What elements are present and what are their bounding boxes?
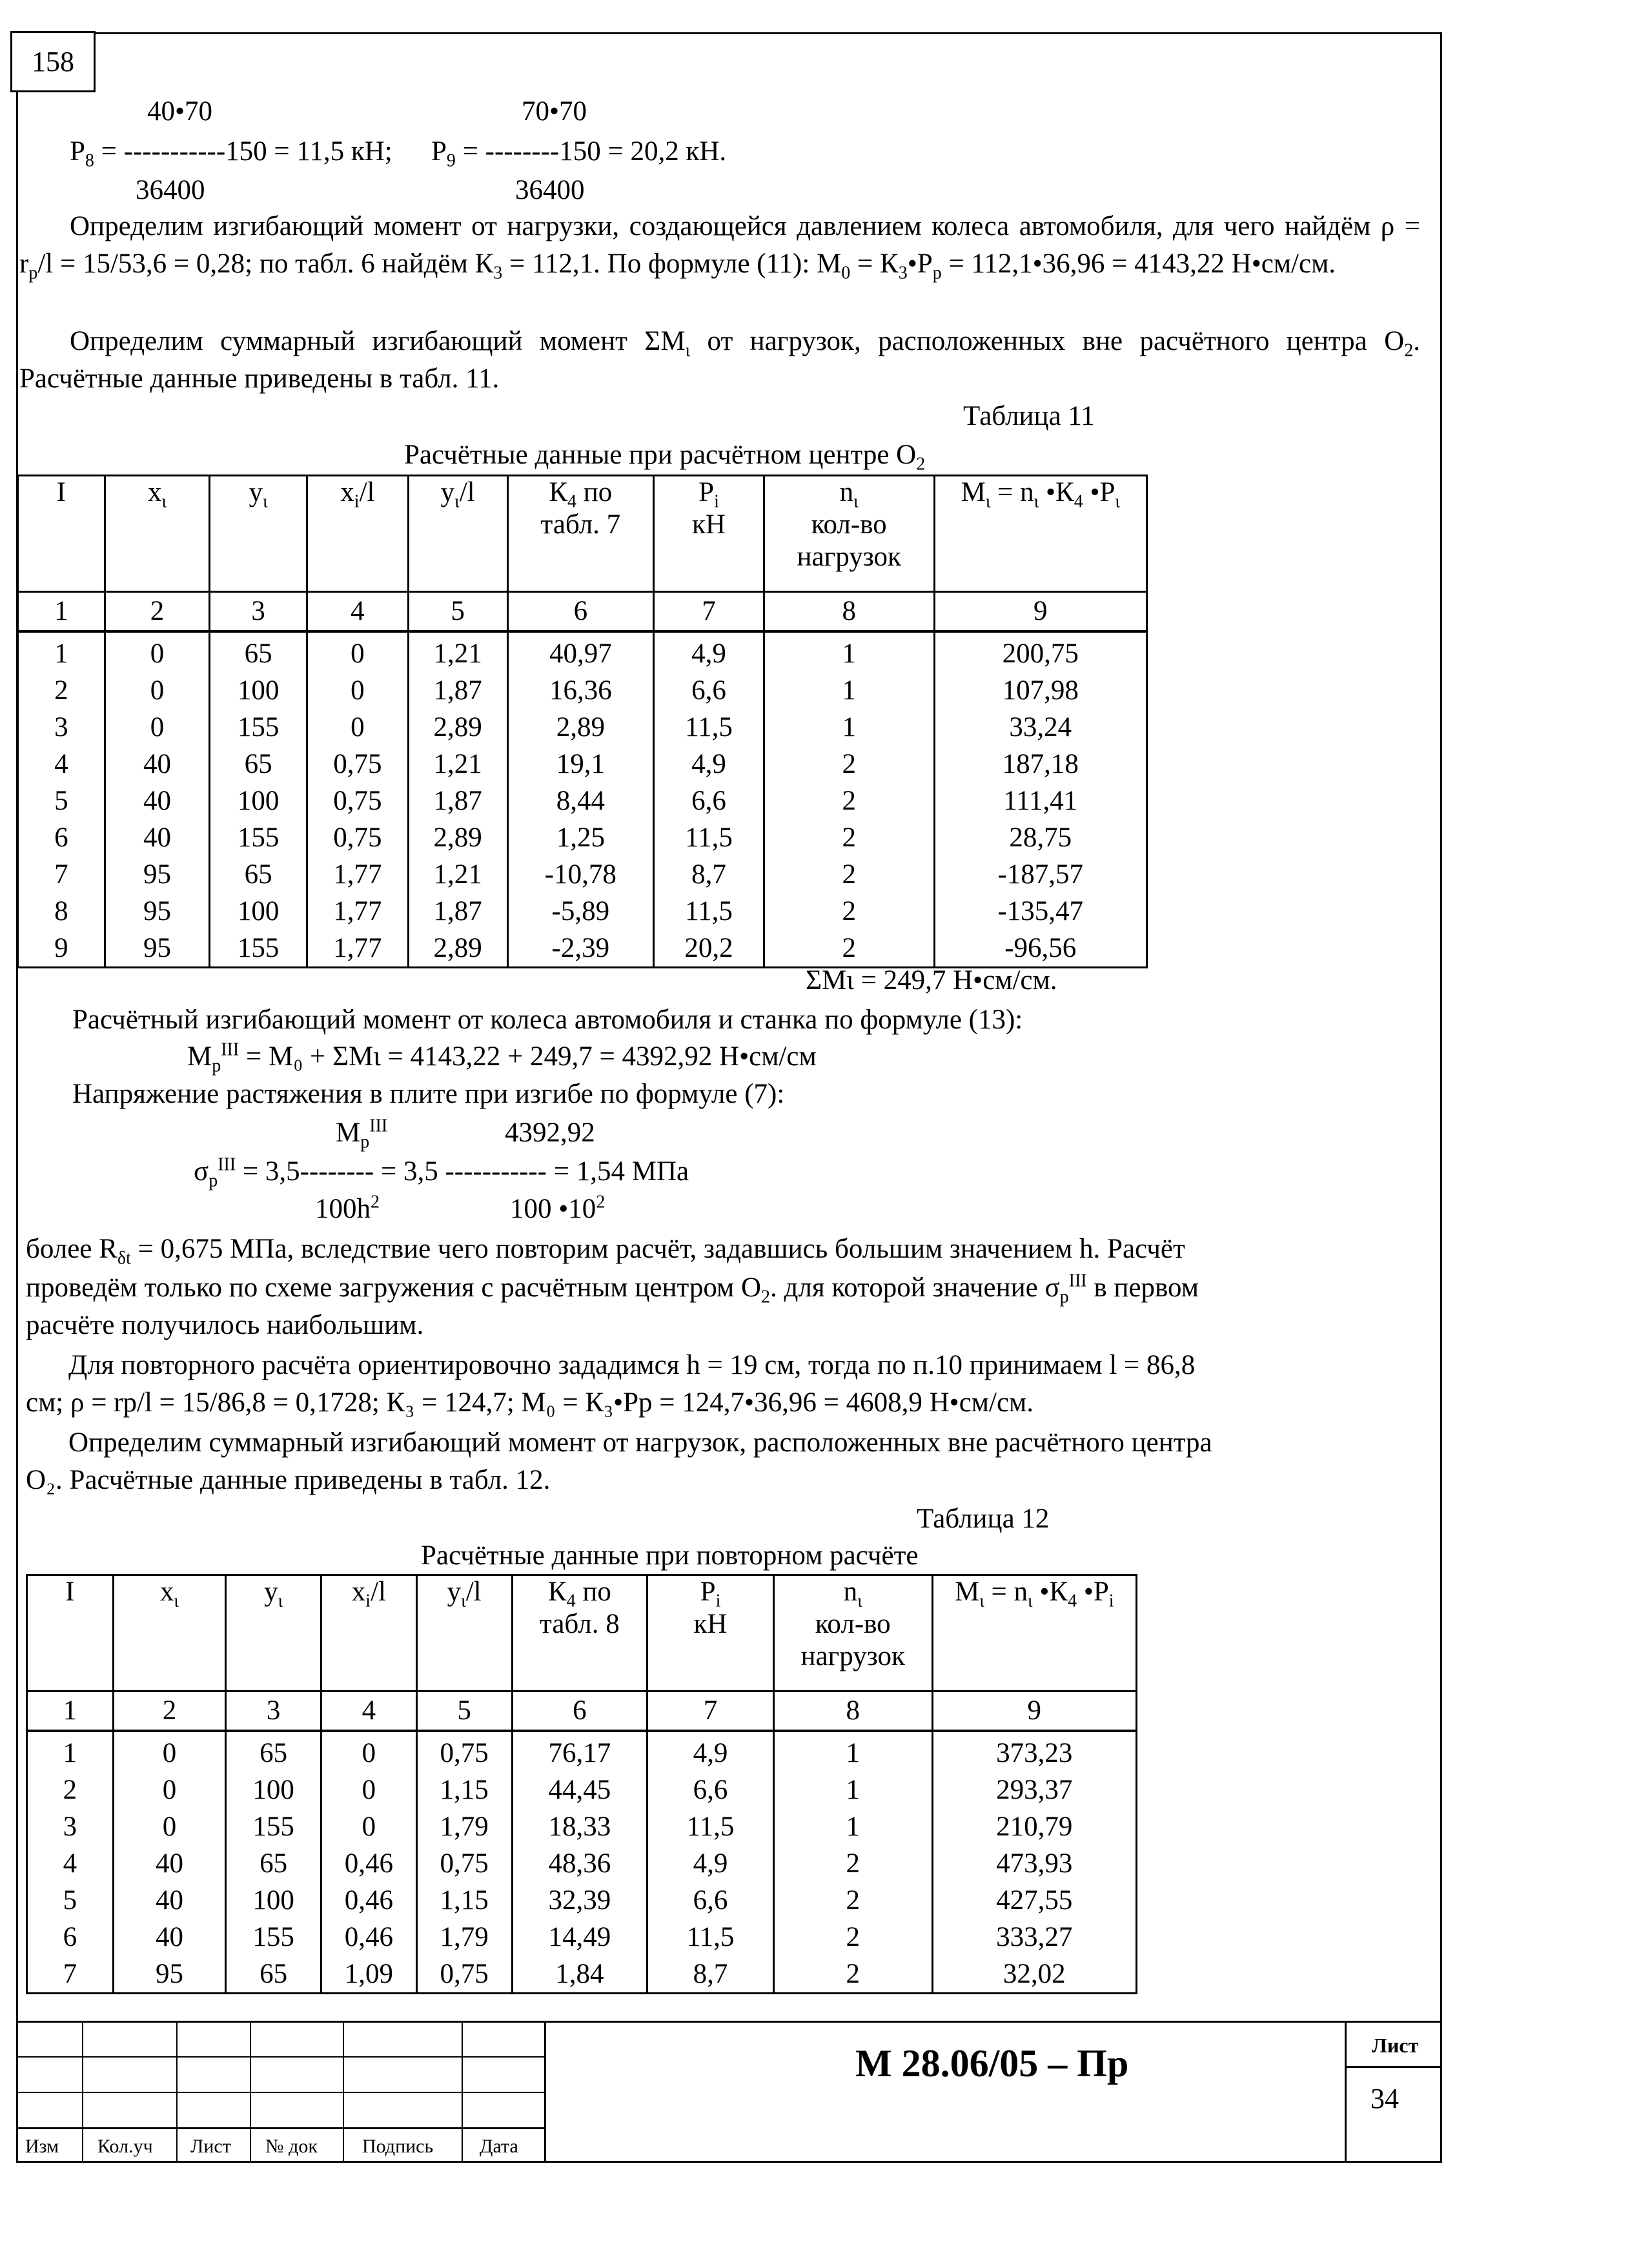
- t11-h-n: $n_\iota$ кол-во нагрузок: [764, 476, 934, 592]
- paragraph-recalc-line3: расчёте получилось наибольшим.: [26, 1310, 424, 1340]
- table-cell: 1: [764, 631, 934, 672]
- table-cell: 1,25: [507, 819, 654, 856]
- table-cell: 1,21: [408, 631, 507, 672]
- sigma-denominator-right: 100 $•10^2$: [510, 1192, 606, 1224]
- title-block: [16, 2021, 1442, 2163]
- table-cell: 187,18: [934, 746, 1146, 782]
- table-cell: 65: [210, 631, 307, 672]
- stamp-col-list: Лист: [190, 2136, 231, 2157]
- table-cell: 2: [773, 1845, 932, 1882]
- table-row: [27, 1956, 1137, 1994]
- table-cell: 2: [764, 856, 934, 893]
- table-cell: 2: [27, 1772, 114, 1808]
- table-cell: 1,21: [408, 856, 507, 893]
- t12-col-number: 6: [512, 1691, 647, 1732]
- t12-h-xl: $x_i/l$: [321, 1575, 416, 1691]
- table-cell: 2: [764, 819, 934, 856]
- paragraph-sum-moment2-line2: О₂. Расчётные данные приведены в табл. 12.: [26, 1465, 551, 1495]
- p9-numerator: 70•70: [522, 96, 587, 127]
- table-cell: 473,93: [932, 1845, 1136, 1882]
- paragraph-recalc-line1: более $R_{\delta t} = 0,675$ МПа, вследствие чего повторим расчёт, задавшись большим значением h. Расчёт: [26, 1234, 1185, 1269]
- table11-caption: Расчётные данные при расчётном центре $О_2$: [404, 440, 926, 475]
- table-cell: 1: [27, 1731, 114, 1772]
- table-cell: 6,6: [647, 1882, 774, 1919]
- table-cell: 0,46: [321, 1882, 416, 1919]
- table-cell: 11,5: [647, 1919, 774, 1956]
- table-cell: 1,79: [416, 1919, 512, 1956]
- table-cell: 65: [210, 856, 307, 893]
- table-cell: 65: [226, 1845, 321, 1882]
- t11-h-m: $M_\iota = n_\iota$ $•К_4$ $•P_\iota$: [934, 476, 1146, 592]
- t12-h-n: $n_\iota$ кол-во нагрузок: [773, 1575, 932, 1691]
- table-cell: 40: [105, 819, 210, 856]
- table-cell: 0: [113, 1808, 226, 1845]
- t12-h-p: $P_i$ кН: [647, 1575, 774, 1691]
- table-cell: 40: [113, 1845, 226, 1882]
- t11-col-number: 3: [210, 592, 307, 632]
- table-11: [17, 475, 1148, 968]
- t11-col-number: 1: [18, 592, 105, 632]
- table-cell: 8,7: [647, 1956, 774, 1994]
- t12-col-number: 7: [647, 1691, 774, 1732]
- table-cell: 0: [113, 1772, 226, 1808]
- table-cell: 2,89: [408, 930, 507, 968]
- table-cell: 1: [773, 1731, 932, 1772]
- paragraph-tension-stress: Напряжение растяжения в плите при изгибе по формуле (7):: [72, 1079, 785, 1109]
- stamp-col-sign: Подпись: [362, 2136, 434, 2157]
- table-row: [27, 1731, 1137, 1772]
- table-cell: 40: [113, 1919, 226, 1956]
- table-cell: 155: [226, 1919, 321, 1956]
- table-cell: 95: [113, 1956, 226, 1994]
- table-cell: 28,75: [934, 819, 1146, 856]
- table-row: [18, 782, 1147, 819]
- table-cell: 427,55: [932, 1882, 1136, 1919]
- t12-h-yl: $y_\iota/l$: [416, 1575, 512, 1691]
- table-cell: 0,75: [307, 819, 409, 856]
- table-cell: 1: [773, 1808, 932, 1845]
- t11-h-k4: $К_4$ по табл. 7: [507, 476, 654, 592]
- table-cell: 0: [321, 1772, 416, 1808]
- table-cell: 11,5: [647, 1808, 774, 1845]
- t12-h-i: I: [27, 1575, 114, 1691]
- stamp-col-kol: Кол.уч: [97, 2136, 153, 2157]
- table-cell: 14,49: [512, 1919, 647, 1956]
- table-cell: 5: [18, 782, 105, 819]
- table-cell: 6,6: [654, 672, 764, 709]
- table-cell: 155: [210, 709, 307, 746]
- table-cell: 1,21: [408, 746, 507, 782]
- table-cell: 155: [226, 1808, 321, 1845]
- table-row: [27, 1845, 1137, 1882]
- t12-col-number: 2: [113, 1691, 226, 1732]
- table-cell: 11,5: [654, 819, 764, 856]
- table-cell: -5,89: [507, 893, 654, 930]
- table-cell: 6: [27, 1919, 114, 1956]
- table-cell: 3: [18, 709, 105, 746]
- table-cell: 2: [764, 746, 934, 782]
- table-cell: 1: [18, 631, 105, 672]
- table-cell: 32,39: [512, 1882, 647, 1919]
- table-cell: -10,78: [507, 856, 654, 893]
- table-cell: 33,24: [934, 709, 1146, 746]
- paragraph-design-moment: Расчётный изгибающий момент от колеса автомобиля и станка по формуле (13):: [72, 1005, 1023, 1035]
- table-cell: 8: [18, 893, 105, 930]
- sigma-numerator-left: $М_p^{III}$: [336, 1116, 388, 1152]
- sigma-denominator-left: $100h^2$: [315, 1192, 380, 1224]
- table-cell: 100: [226, 1772, 321, 1808]
- sheet-number: 34: [1370, 2083, 1399, 2114]
- table-cell: 111,41: [934, 782, 1146, 819]
- table-cell: 0,46: [321, 1919, 416, 1956]
- table-cell: 2: [773, 1919, 932, 1956]
- table-cell: 7: [27, 1956, 114, 1994]
- table-row: [18, 709, 1147, 746]
- table-cell: 0: [321, 1731, 416, 1772]
- table-cell: 1: [773, 1772, 932, 1808]
- table-cell: 4,9: [654, 746, 764, 782]
- table-cell: 155: [210, 930, 307, 968]
- table-row: [27, 1808, 1137, 1845]
- table-cell: 95: [105, 930, 210, 968]
- sheet-label: Лист: [1372, 2034, 1419, 2057]
- t12-col-number: 1: [27, 1691, 114, 1732]
- stamp-col-doc: № док: [265, 2136, 318, 2157]
- table-cell: 76,17: [512, 1731, 647, 1772]
- t12-col-number: 5: [416, 1691, 512, 1732]
- table-cell: 2,89: [408, 709, 507, 746]
- table-cell: 11,5: [654, 893, 764, 930]
- table-cell: 6,6: [654, 782, 764, 819]
- table-cell: 1,87: [408, 782, 507, 819]
- table-cell: 0,75: [307, 746, 409, 782]
- table11-sum: ΣМι = 249,7 Н•см/см.: [806, 965, 1057, 996]
- table-cell: 2: [764, 893, 934, 930]
- table-cell: 333,27: [932, 1919, 1136, 1956]
- table-cell: 40,97: [507, 631, 654, 672]
- table-cell: 2: [773, 1956, 932, 1994]
- table-cell: 1,15: [416, 1882, 512, 1919]
- sigma-formula: $\sigma_p^{III} = 3,5-------- = 3,5$ ----------- = 1,54 МПа: [194, 1154, 689, 1191]
- p9-formula: $P_9 = --------150 = 20,2$ кН.: [431, 136, 727, 171]
- p8-denominator: 36400: [136, 175, 205, 205]
- table-cell: 0: [105, 672, 210, 709]
- table-cell: 40: [105, 782, 210, 819]
- table-cell: 40: [113, 1882, 226, 1919]
- table-cell: 200,75: [934, 631, 1146, 672]
- table-cell: 4,9: [647, 1845, 774, 1882]
- stamp-col-date: Дата: [480, 2136, 518, 2157]
- t11-col-number: 7: [654, 592, 764, 632]
- table-cell: 293,37: [932, 1772, 1136, 1808]
- table-cell: 65: [210, 746, 307, 782]
- table-cell: 65: [226, 1956, 321, 1994]
- page-number: 158: [32, 46, 74, 77]
- design-moment-formula: $М_p^{III} = М_0 + \Sigma М\iota = 4143,22 + 249,7 = 4392,92$ Н•см/см: [187, 1039, 817, 1076]
- t11-h-x: $x_\iota$: [105, 476, 210, 592]
- table-cell: 20,2: [654, 930, 764, 968]
- table-cell: 18,33: [512, 1808, 647, 1845]
- table-cell: 32,02: [932, 1956, 1136, 1994]
- t11-col-number: 2: [105, 592, 210, 632]
- t12-col-number: 9: [932, 1691, 1136, 1732]
- table-cell: 107,98: [934, 672, 1146, 709]
- table-cell: 0: [307, 672, 409, 709]
- table-cell: 0: [113, 1731, 226, 1772]
- sigma-numerator-right: 4392,92: [505, 1118, 595, 1148]
- table-cell: -96,56: [934, 930, 1146, 968]
- table-cell: 1: [764, 672, 934, 709]
- table-cell: 1,84: [512, 1956, 647, 1994]
- table-cell: 2: [18, 672, 105, 709]
- table-row: [18, 746, 1147, 782]
- table-12: [26, 1574, 1137, 1994]
- table-cell: 19,1: [507, 746, 654, 782]
- p8-formula: $P_8 = -----------150 = 11,5$ кН;: [70, 136, 392, 171]
- t11-h-yl: $y_\iota/l$: [408, 476, 507, 592]
- t11-col-number: 5: [408, 592, 507, 632]
- table-cell: 210,79: [932, 1808, 1136, 1845]
- table-cell: 40: [105, 746, 210, 782]
- t11-col-number: 9: [934, 592, 1146, 632]
- table-cell: 1,87: [408, 672, 507, 709]
- page-number-box: [10, 31, 96, 92]
- table-cell: 0: [307, 631, 409, 672]
- table-row: [18, 672, 1147, 709]
- t12-h-k4: $К_4$ по табл. 8: [512, 1575, 647, 1691]
- table-row: [18, 856, 1147, 893]
- paragraph-sum-moment: Определим суммарный изгибающий момент $\Sigma М_\iota$ от нагрузок, расположенных вне расчётного центра $О_2$. Расчётные данные приведены в табл. 11.: [19, 326, 1420, 394]
- table-cell: 11,5: [654, 709, 764, 746]
- table-cell: 0: [321, 1808, 416, 1845]
- table-cell: 1,15: [416, 1772, 512, 1808]
- table-cell: 95: [105, 856, 210, 893]
- table-cell: 44,45: [512, 1772, 647, 1808]
- table-cell: 3: [27, 1808, 114, 1845]
- table-row: [18, 819, 1147, 856]
- p9-denominator: 36400: [515, 175, 585, 205]
- table-row: [27, 1919, 1137, 1956]
- t11-col-number: 6: [507, 592, 654, 632]
- table-cell: 0: [105, 709, 210, 746]
- table-cell: 0,75: [416, 1731, 512, 1772]
- table-cell: 2,89: [507, 709, 654, 746]
- table-cell: 6,6: [647, 1772, 774, 1808]
- table-row: [27, 1772, 1137, 1808]
- table-cell: 373,23: [932, 1731, 1136, 1772]
- table-row: [18, 893, 1147, 930]
- table-cell: 95: [105, 893, 210, 930]
- table-cell: 4,9: [654, 631, 764, 672]
- table-cell: 155: [210, 819, 307, 856]
- table-cell: 1,77: [307, 856, 409, 893]
- table-cell: 0,75: [307, 782, 409, 819]
- table-cell: 2: [764, 782, 934, 819]
- table-cell: 100: [226, 1882, 321, 1919]
- t11-col-number: 8: [764, 592, 934, 632]
- table-row: [18, 631, 1147, 672]
- table-cell: 5: [27, 1882, 114, 1919]
- t11-h-p: $P_i$ кН: [654, 476, 764, 592]
- t12-col-number: 4: [321, 1691, 416, 1732]
- table-cell: -187,57: [934, 856, 1146, 893]
- table-cell: 8,44: [507, 782, 654, 819]
- table-cell: 1,79: [416, 1808, 512, 1845]
- table-cell: 2: [764, 930, 934, 968]
- table12-label: Таблица 12: [917, 1504, 1050, 1534]
- table-cell: 48,36: [512, 1845, 647, 1882]
- table-cell: 1: [764, 709, 934, 746]
- table-cell: 100: [210, 782, 307, 819]
- table-cell: 2: [773, 1882, 932, 1919]
- p8-numerator: 40•70: [147, 96, 213, 127]
- t12-col-number: 3: [226, 1691, 321, 1732]
- t11-h-i: I: [18, 476, 105, 592]
- t12-col-number: 8: [773, 1691, 932, 1732]
- paragraph-bending-moment-wheel: Определим изгибающий момент от нагрузки, создающейся давлением колеса автомобиля, для чего найдём $\rho = r_p/l = 15/53,6 = 0,28$; по табл. 6 найдём $К_3 = 112,1$. По формуле (11): $М_0$ = $К_3•Р_p$ = 112,1•36,96 = 4143,22 Н•см/см.: [19, 211, 1420, 283]
- table-cell: 100: [210, 893, 307, 930]
- paragraph-recalc-line2: проведём только по схеме загружения с расчётным центром $О_2$. для которой значение $\sigma_p^{III}$ в первом: [26, 1271, 1199, 1307]
- table-cell: 4: [18, 746, 105, 782]
- table-cell: 0,46: [321, 1845, 416, 1882]
- table-cell: 0,75: [416, 1845, 512, 1882]
- t11-h-y: $y_\iota$: [210, 476, 307, 592]
- table-cell: 65: [226, 1731, 321, 1772]
- paragraph-repeat-line1: Для повторного расчёта ориентировочно зададимся h = 19 см, тогда по п.10 принимаем l = 86,8: [68, 1350, 1196, 1380]
- table-cell: -135,47: [934, 893, 1146, 930]
- stamp-col-izm: Изм: [25, 2136, 59, 2157]
- table-cell: 8,7: [654, 856, 764, 893]
- table-cell: 4: [27, 1845, 114, 1882]
- t12-h-x: $x_\iota$: [113, 1575, 226, 1691]
- paragraph-repeat-line2: см; ρ = rp/l = 15/86,8 = 0,1728; К₃ = 124,7; М₀ = К₃•Рp = 124,7•36,96 = 4608,9 Н•см/см.: [26, 1387, 1034, 1418]
- table-cell: 16,36: [507, 672, 654, 709]
- paragraph-sum-moment2-line1: Определим суммарный изгибающий момент от нагрузок, расположенных вне расчётного центра: [68, 1427, 1212, 1458]
- table12-caption: Расчётные данные при повторном расчёте: [421, 1540, 919, 1571]
- table-row: [27, 1882, 1137, 1919]
- table-cell: 0: [307, 709, 409, 746]
- table-cell: 6: [18, 819, 105, 856]
- document-code: М 28.06/05 – Пр: [855, 2042, 1129, 2085]
- table-cell: 0,75: [416, 1956, 512, 1994]
- table-cell: 1,77: [307, 930, 409, 968]
- t12-h-y: $y_\iota$: [226, 1575, 321, 1691]
- table-cell: -2,39: [507, 930, 654, 968]
- table-cell: 7: [18, 856, 105, 893]
- table-cell: 100: [210, 672, 307, 709]
- t11-col-number: 4: [307, 592, 409, 632]
- table-cell: 9: [18, 930, 105, 968]
- table11-label: Таблица 11: [963, 401, 1095, 431]
- table-cell: 1,87: [408, 893, 507, 930]
- table-cell: 0: [105, 631, 210, 672]
- t12-h-m: $M_\iota = n_\iota$ $•К_4$ $•P_i$: [932, 1575, 1136, 1691]
- table-cell: 2,89: [408, 819, 507, 856]
- t11-h-xl: $x_i/l$: [307, 476, 409, 592]
- table-row: [18, 930, 1147, 968]
- table-cell: 4,9: [647, 1731, 774, 1772]
- table-cell: 1,77: [307, 893, 409, 930]
- table-cell: 1,09: [321, 1956, 416, 1994]
